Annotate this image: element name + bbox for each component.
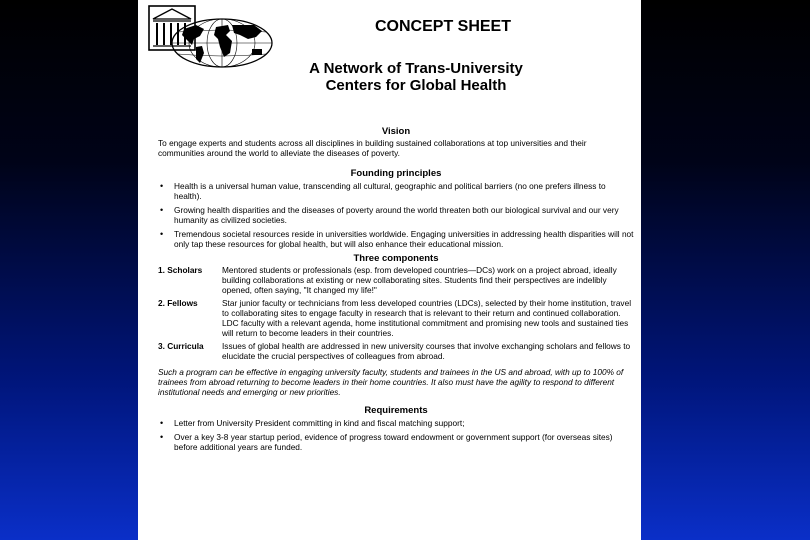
component-text: Mentored students or professionals (esp. from developed countries—DCs) work on a project abroad, ideally building collaborations at existing or new collaborating sites. Students find their perspectives are indelibly opened, often saying, "It changed my life!" xyxy=(222,265,617,295)
component-label: 3. Curricula xyxy=(158,341,204,351)
principle-item: • Growing health disparities and the diseases of poverty around the world threaten both our biological survival and our very humanity as civilized societies. xyxy=(158,205,634,225)
component-label: 1. Scholars xyxy=(158,265,203,275)
requirements-list xyxy=(158,418,634,452)
globe-university-logo xyxy=(144,3,274,69)
component-curricula xyxy=(158,341,634,361)
principle-item: • Tremendous societal resources reside in universities worldwide. Engaging universities in addressing health disparities will not only tap these resources for global health, but will also enhance their educational mission. xyxy=(158,229,634,249)
component-label: 2. Fellows xyxy=(158,298,198,308)
sheet-title: CONCEPT SHEET xyxy=(374,18,511,35)
principle-item: • Health is a universal human value, transcending all cultural, geographic and political barriers (no one prefers illness to health). xyxy=(158,181,634,201)
component-fellows xyxy=(158,298,634,338)
components-summary: Such a program can be effective in engaging university faculty, students and trainees in the US and abroad, with up to 100% of trainees from abroad returning to become leaders in their home countries. It also must have the agility to respond to different institutional needs and emerging or new priorities. xyxy=(158,367,624,397)
component-scholars xyxy=(158,265,634,295)
component-text: Issues of global health are addressed in new university courses that involve exchanging scholars and fellows to elucidate the crucial perspectives of colleagues from abroad. xyxy=(222,341,631,361)
principles-heading: Founding principles xyxy=(350,168,442,179)
requirements-heading: Requirements xyxy=(364,405,428,416)
concept-sheet xyxy=(138,0,641,540)
vision-text: To engage experts and students across all disciplines in building sustained collaborations at top universities and their communities around the world to alleviate the diseases of poverty. xyxy=(158,138,587,158)
requirement-item: • Letter from University President committing in kind and fiscal matching support; xyxy=(158,418,634,428)
requirement-item: • Over a key 3-8 year startup period, evidence of progress toward endowment or government support (for overseas sites) before additional years are funded. xyxy=(158,432,634,452)
sheet-subtitle-line-2: Centers for Global Health xyxy=(325,77,507,94)
component-text: Star junior faculty or technicians from less developed countries (LDCs), selected by their home institution, travel to collaborating sites to engage faculty in research that is relevant to their return and continued collaboration. LDC faculty with a relevant agenda, home institutional commitment and promising new tools and sustained ties will return to become leaders in their countries. xyxy=(222,298,632,338)
sheet-subtitle-line-1: A Network of Trans-University xyxy=(309,60,523,77)
vision-heading: Vision xyxy=(381,126,411,137)
components-heading: Three components xyxy=(353,253,439,264)
sheet-content xyxy=(158,126,634,456)
sheet-subtitle xyxy=(266,60,566,94)
principles-list xyxy=(158,181,634,249)
